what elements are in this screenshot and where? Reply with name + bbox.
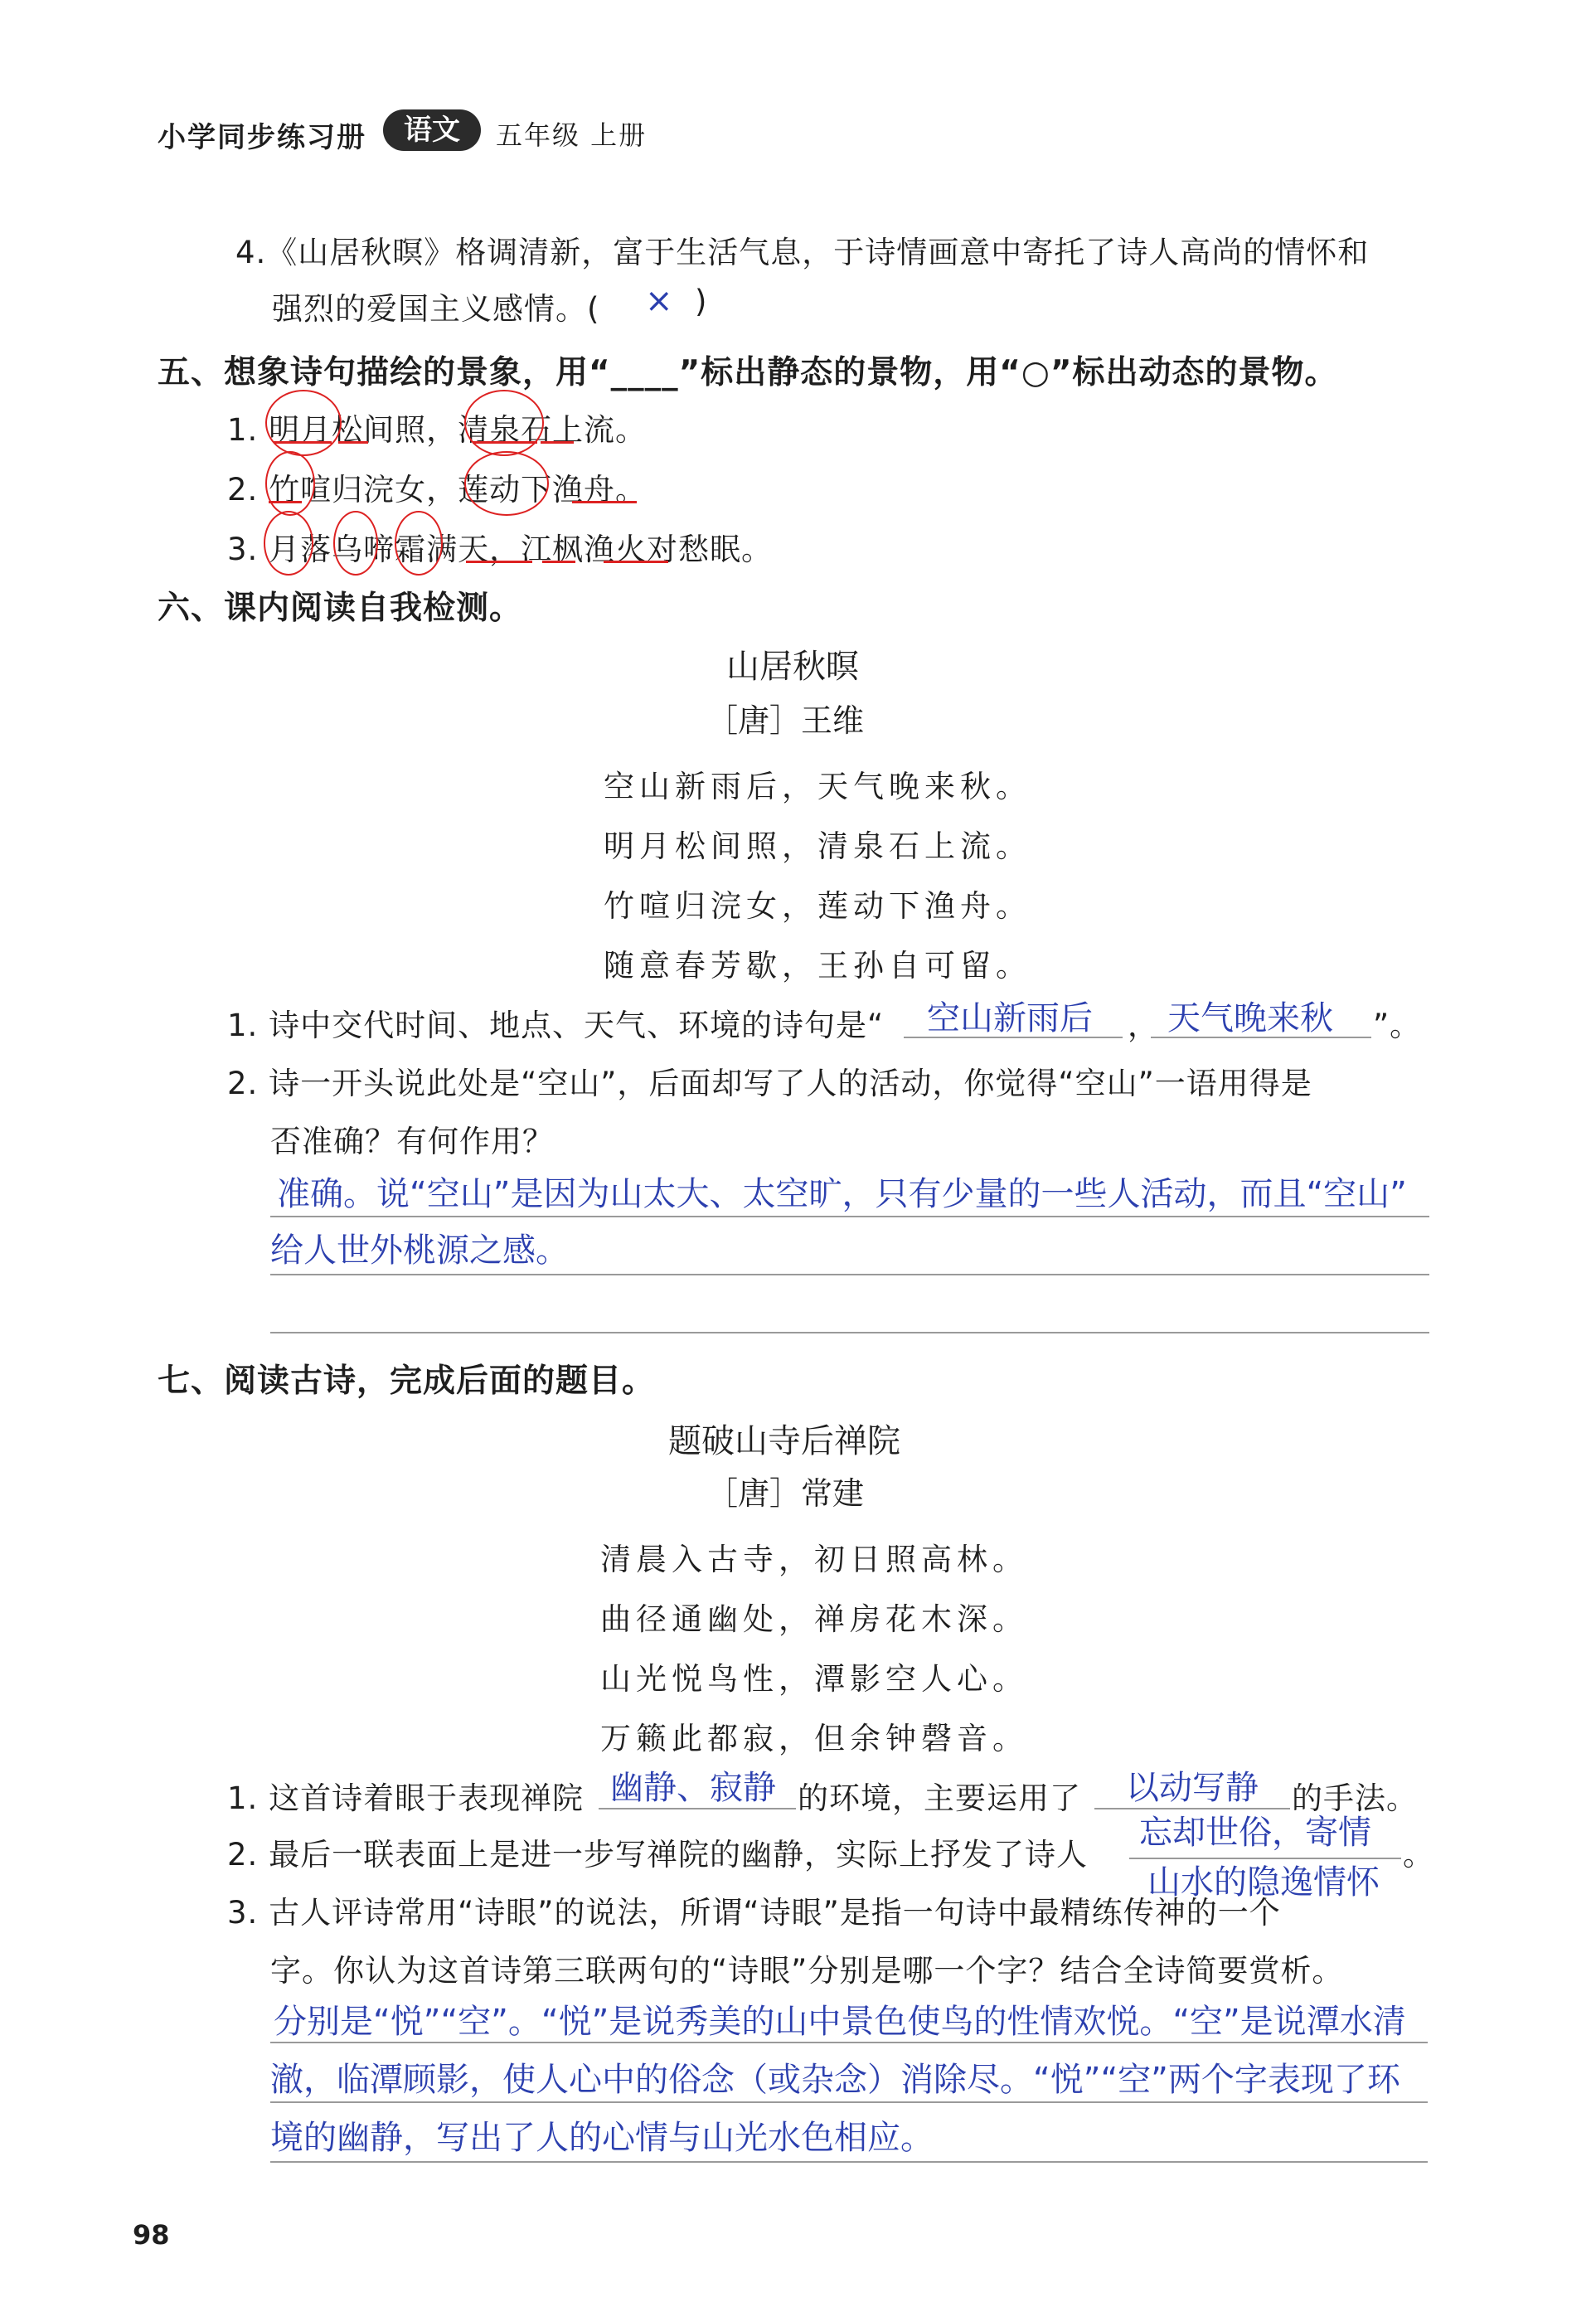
s4-q4-line1: 4.《山居秋暝》格调清新，富于生活气息，于诗情画意中寄托了诗人高尚的情怀和 (235, 235, 1370, 270)
section7-heading: 七、阅读古诗，完成后面的题目。 (158, 1363, 656, 1400)
s6-q1-comma: ， (1128, 1008, 1159, 1043)
answer-rule (270, 1274, 1429, 1275)
s7-q3-answer-line2: 澈，临潭顾影，使人心中的俗念（或杂念）消除尽。“悦”“空”两个字表现了环 (270, 2061, 1400, 2099)
poem1-line: 随意春芳歇，王孙自可留。 (604, 948, 1031, 984)
grade-label: 五年级 上册 (496, 119, 648, 151)
s7-q3-line2: 字。你认为这首诗第三联两句的“诗眼”分别是哪一个字？结合全诗简要赏析。 (270, 1953, 1344, 1989)
s6-q1-answer-a: 空山新雨后 (927, 999, 1093, 1037)
static-mark-underline (572, 501, 637, 503)
dynamic-mark-circle (265, 451, 315, 516)
subject-badge: 语文 (383, 109, 481, 151)
static-mark-underline (473, 441, 537, 444)
poem1-line: 空山新雨后，天气晚来秋。 (604, 769, 1031, 804)
s7-q1-text-a: 1. 这首诗着眼于表现禅院 (227, 1780, 585, 1816)
s7-q2-answer-line2: 山水的隐逸情怀 (1147, 1863, 1380, 1902)
s5-item-3: 3. 月落乌啼霜满天，江枫渔火对愁眠。 (227, 532, 774, 567)
s7-q3-answer-line3: 境的幽静，写出了人的心情与山光水色相应。 (270, 2119, 934, 2157)
answer-rule (270, 2042, 1428, 2043)
dynamic-mark-circle (464, 451, 549, 516)
s6-q2-answer-line2: 给人世外桃源之感。 (270, 1231, 569, 1270)
answer-rule (270, 2101, 1428, 2103)
poem1-line: 竹喧归浣女，莲动下渔舟。 (604, 888, 1031, 924)
dynamic-mark-circle (264, 511, 313, 576)
poem2-author: ［唐］常建 (706, 1475, 865, 1512)
section5-heading: 五、想象诗句描绘的景象，用“____”标出静态的景物，用“○”标出动态的景物。 (158, 354, 1338, 391)
poem2-line: 曲径通幽处，禅房花木深。 (600, 1601, 1028, 1637)
poem2-line: 清晨入古寺，初日照高林。 (600, 1542, 1028, 1577)
s6-q2-line2: 否准确？有何作用？ (270, 1124, 554, 1159)
s6-q2-line1: 2. 诗一开头说此处是“空山”，后面却写了人的活动，你觉得“空山”一语用得是 (227, 1066, 1312, 1101)
dynamic-mark-circle (395, 511, 443, 576)
dynamic-mark-circle (464, 390, 544, 456)
book-title: 小学同步练习册 (158, 121, 366, 154)
answer-rule (270, 1216, 1429, 1217)
static-mark-underline (541, 441, 574, 444)
static-mark-underline (604, 561, 668, 563)
poem1-title: 山居秋暝 (726, 648, 859, 686)
static-mark-underline (338, 441, 368, 444)
answer-rule (270, 2161, 1428, 2163)
section6-heading: 六、课内阅读自我检测。 (158, 590, 523, 627)
dynamic-mark-circle (265, 390, 342, 456)
s7-q2-answer-line1: 忘却世俗，寄情 (1139, 1814, 1371, 1852)
poem2-title: 题破山寺后禅院 (668, 1422, 900, 1460)
page-number: 98 (133, 2219, 170, 2251)
poem1-line: 明月松间照，清泉石上流。 (604, 828, 1031, 864)
s7-q2-end: 。 (1403, 1837, 1434, 1873)
s7-q3-line1: 3. 古人评诗常用“诗眼”的说法，所谓“诗眼”是指一句诗中最精练传神的一个 (227, 1895, 1281, 1931)
s7-q1-answer-b: 以动写静 (1126, 1769, 1259, 1807)
s4-q4-answer: × (645, 282, 673, 320)
s5-item-2: 2. 竹喧归浣女，莲动下渔舟。 (227, 472, 648, 508)
s4-q4-close-paren: ) (695, 284, 708, 319)
s6-q1-text-b: ”。 (1373, 1008, 1422, 1043)
static-mark-underline (466, 561, 532, 563)
static-mark-underline (274, 441, 332, 444)
s6-q1-text-a: 1. 诗中交代时间、地点、天气、环境的诗句是“ (227, 1008, 885, 1043)
s4-q4-line2: 强烈的爱国主义感情。( (272, 291, 600, 327)
s7-q1-text-b: 的环境，主要运用了 (798, 1780, 1081, 1816)
poem2-line: 山光悦鸟性，潭影空人心。 (600, 1661, 1028, 1697)
s6-q1-answer-b: 天气晚来秋 (1167, 999, 1333, 1037)
static-mark-underline (269, 501, 302, 503)
s7-q1-answer-a: 幽静、寂静 (610, 1769, 776, 1807)
poem1-author: ［唐］王维 (706, 702, 865, 739)
s6-q2-answer-line1: 准确。说“空山”是因为山太大、太空旷，只有少量的一些人活动，而且“空山” (277, 1175, 1407, 1213)
static-mark-underline (542, 561, 575, 563)
dynamic-mark-circle (333, 511, 378, 576)
s7-q3-answer-line1: 分别是“悦”“空”。“悦”是说秀美的山中景色使鸟的性情欢悦。“空”是说潭水清 (274, 2003, 1406, 2041)
s5-item-1: 1. 明月松间照，清泉石上流。 (227, 412, 648, 448)
s7-q2-text: 2. 最后一联表面上是进一步写禅院的幽静，实际上抒发了诗人 (227, 1837, 1089, 1873)
s7-q1-text-c: 的手法。 (1292, 1780, 1418, 1816)
answer-rule (270, 1332, 1429, 1333)
poem2-line: 万籁此都寂，但余钟磬音。 (600, 1721, 1028, 1756)
